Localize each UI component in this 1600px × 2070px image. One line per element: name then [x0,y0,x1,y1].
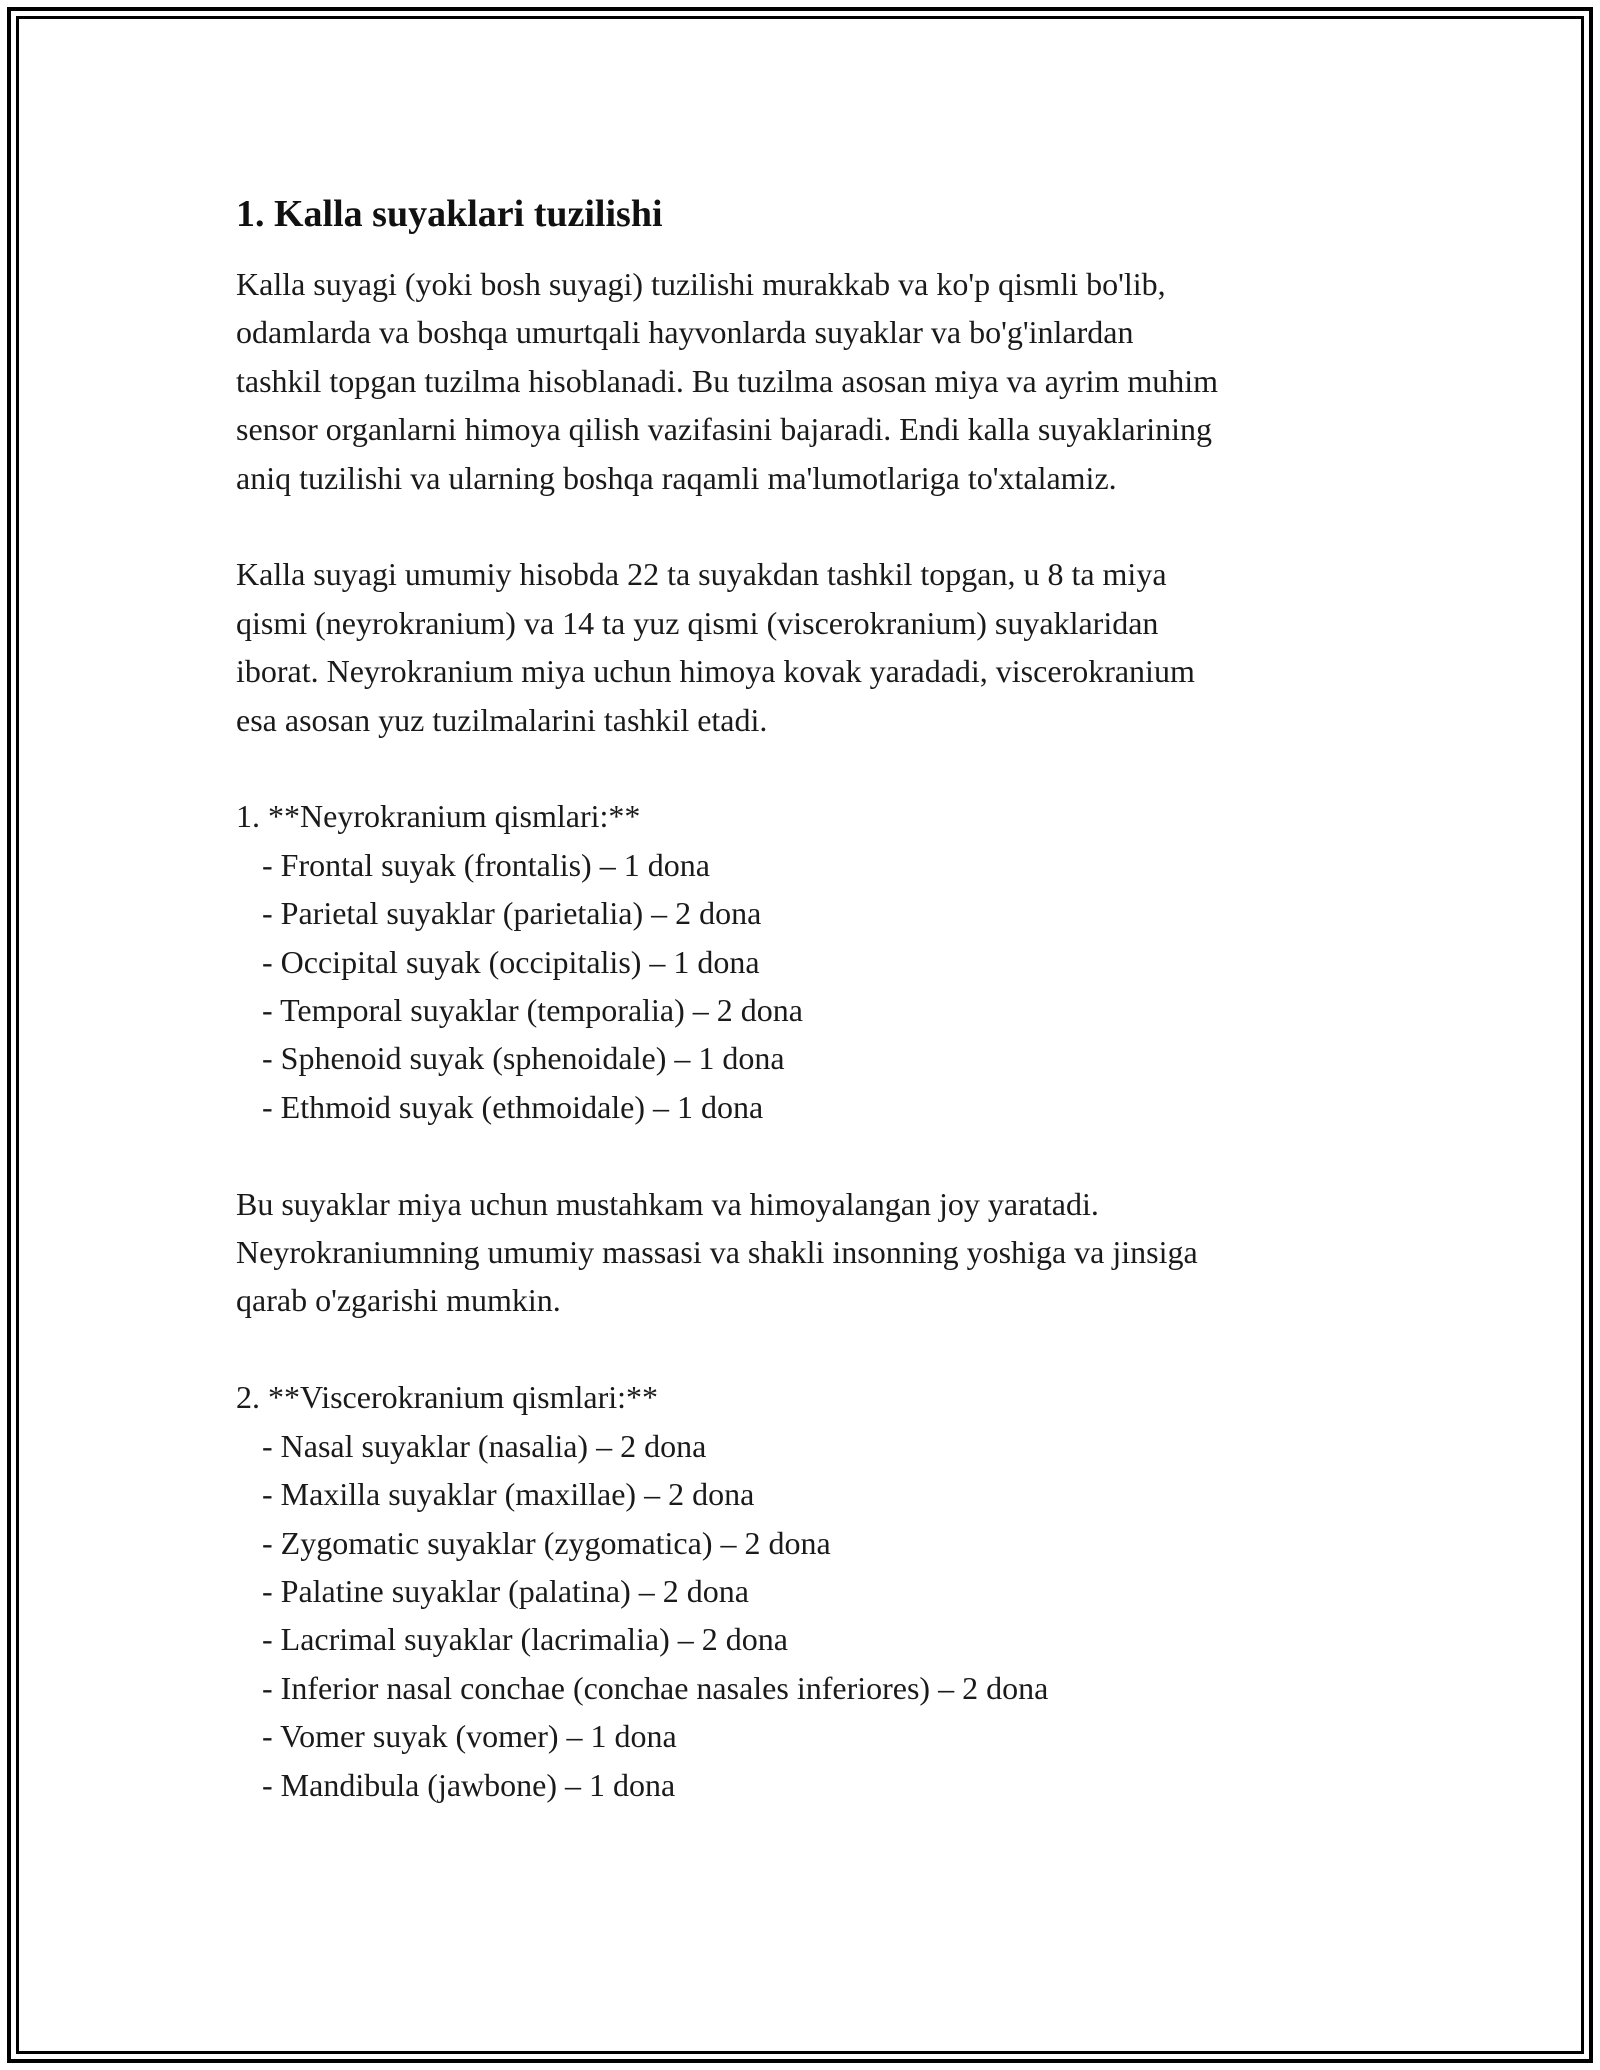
list-item: - Mandibula (jawbone) – 1 dona [262,1766,676,1803]
list-item: - Parietal suyaklar (parietalia) – 2 dona [262,895,762,932]
list-item: - Nasal suyaklar (nasalia) – 2 dona [262,1427,707,1464]
list-item: - Vomer suyak (vomer) – 1 dona [262,1718,677,1755]
intro-line: sensor organlarni himoya qilish vazifasini bajaradi. Endi kalla suyaklarining [236,411,1213,448]
list-heading: 1. **Neyrokranium qismlari:** [236,798,641,835]
page-title: 1. Kalla suyaklari tuzilishi [236,193,663,235]
intro-line: Kalla suyagi (yoki bosh suyagi) tuzilishi murakkab va ko'p qismli bo'lib, [236,266,1166,302]
paragraph-gap [236,1131,1436,1179]
intro-line: odamlarda va boshqa umurtqali hayvonlarda suyaklar va bo'g'inlardan [236,314,1134,351]
intro-line: aniq tuzilishi va ularning boshqa raqamli ma'lumotlariga to'xtalamiz. [236,459,1117,496]
list-item: - Temporal suyaklar (temporalia) – 2 dona [262,992,803,1029]
paragraph-gap [236,502,1436,550]
summary-line: esa asosan yuz tuzilmalarini tashkil etadi. [236,701,768,738]
list-item: - Sphenoid suyak (sphenoidale) – 1 dona [262,1040,785,1077]
list-item: - Zygomatic suyaklar (zygomatica) – 2 dona [262,1524,831,1561]
list-item: - Ethmoid suyak (ethmoidale) – 1 dona [262,1088,764,1125]
summary-paragraph [236,550,1376,744]
list-item: - Maxilla suyaklar (maxillae) – 2 dona [262,1476,755,1513]
document-body [236,186,1436,1809]
middle-line: Neyrokraniumning umumiy massasi va shakli insonning yoshiga va jinsiga [236,1234,1198,1271]
paragraph-gap [236,1325,1436,1373]
list-item: - Lacrimal suyaklar (lacrimalia) – 2 dona [262,1621,788,1658]
list-heading: 2. **Viscerokranium qismlari:** [236,1379,658,1416]
summary-line: iborat. Neyrokranium miya uchun himoya kovak yaradadi, viscerokranium [236,653,1195,690]
list-item: - Inferior nasal conchae (conchae nasales inferiores) – 2 dona [262,1669,1049,1706]
neurocranium-list [236,792,1436,1131]
summary-line: Kalla suyagi umumiy hisobda 22 ta suyakdan tashkil topgan, u 8 ta miya [236,556,1167,593]
list-item: - Palatine suyaklar (palatina) – 2 dona [262,1572,749,1609]
list-item: - Frontal suyak (frontalis) – 1 dona [262,846,710,883]
summary-line: qismi (neyrokranium) va 14 ta yuz qismi (viscerokranium) suyaklaridan [236,604,1159,641]
viscerocranium-list [236,1373,1436,1809]
intro-paragraph [236,260,1376,502]
intro-line: tashkil topgan tuzilma hisoblanadi. Bu tuzilma asosan miya va ayrim muhim [236,362,1219,399]
middle-line: Bu suyaklar miya uchun mustahkam va himoyalangan joy yaratadi. [236,1185,1099,1222]
paragraph-gap [236,744,1436,792]
middle-line: qarab o'zgarishi mumkin. [236,1282,561,1319]
list-item: - Occipital suyak (occipitalis) – 1 dona [262,943,760,980]
middle-paragraph [236,1180,1376,1325]
